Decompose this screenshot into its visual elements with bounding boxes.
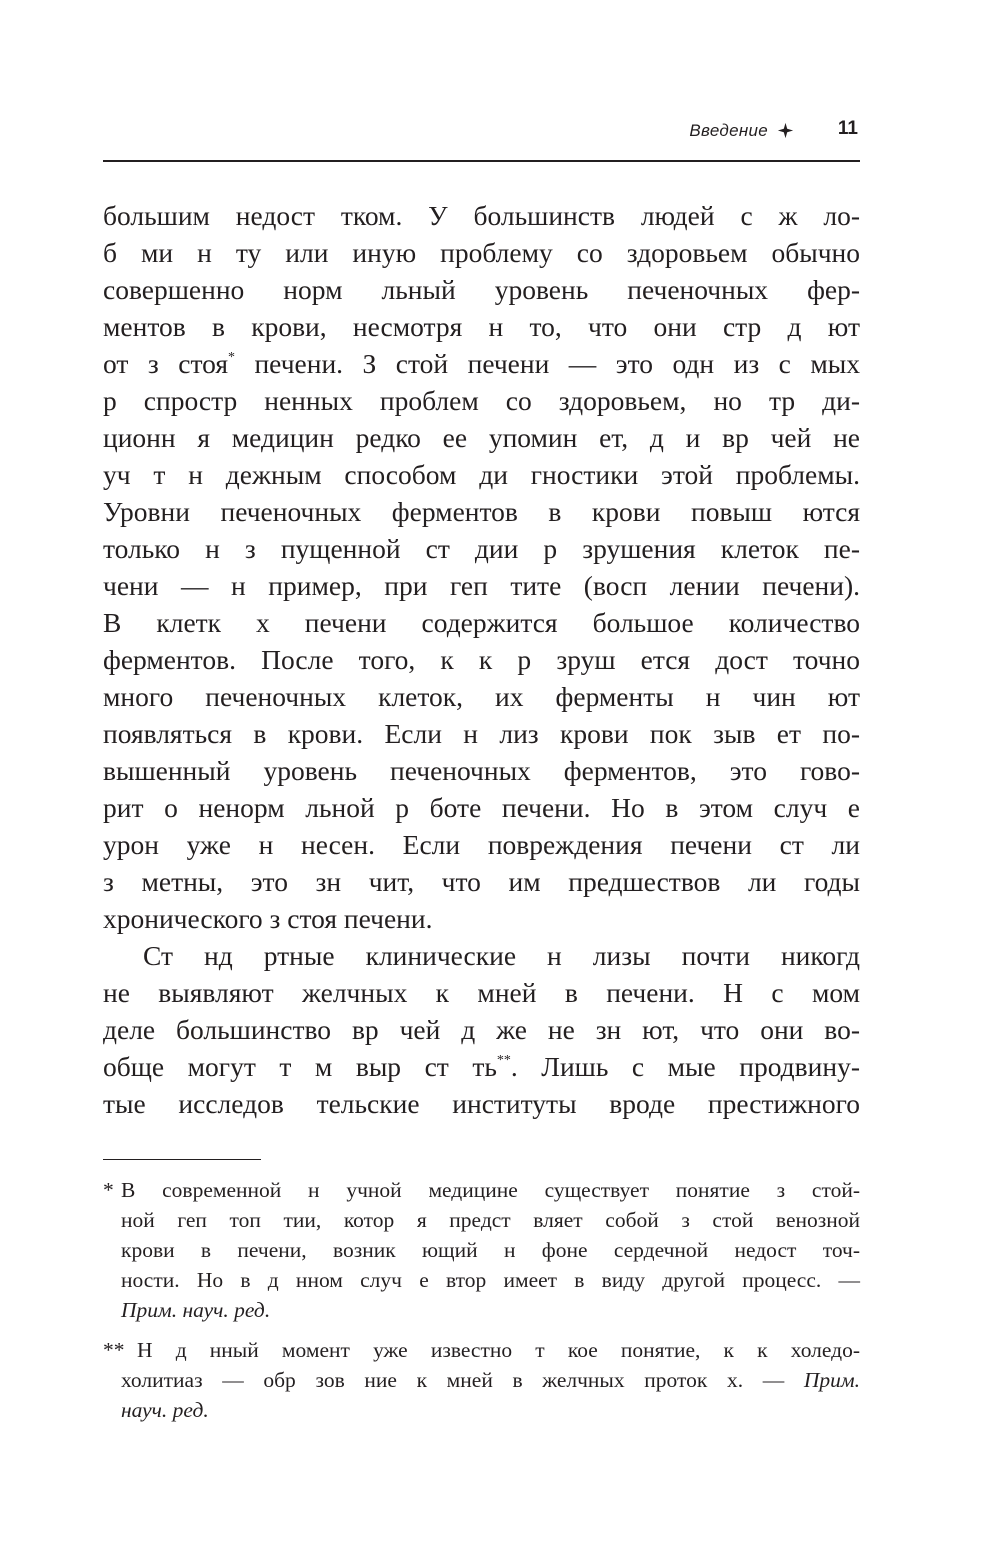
text-line: появляться в крови. Если н лиз крови пок зыв ет по-: [103, 718, 860, 749]
footnote-ref-2: **: [496, 1053, 511, 1068]
page-number: 11: [837, 118, 858, 139]
text-line: не выявляют желчных к мней в печени. Н с мом: [103, 977, 860, 1008]
text-line: В клетк х печени содержится большое количество: [103, 607, 860, 638]
text-line: тые исследов тельские институты вроде престижного: [103, 1088, 860, 1119]
text-fragment: печени. З стой печени — это одн из с мых: [254, 348, 861, 379]
text-line: деле большинство вр чей д же не зн ют, что они во-: [103, 1014, 860, 1045]
text-fragment: от з стоя: [103, 348, 228, 379]
four-point-star-icon: [777, 122, 794, 139]
text-line: урон уже н несен. Если повреждения печени ст ли: [103, 829, 860, 860]
section-title: Введение: [689, 121, 768, 140]
footnote-line: ности. Но в д нном случ е втор имеет в виду другой процесс. —: [121, 1268, 860, 1292]
text-line: много печеночных клеток, их ферменты н чин ют: [103, 681, 860, 712]
text-line: Уровни печеночных ферментов в крови повыш ются: [103, 496, 860, 527]
footnote-line: Н д нный момент уже известно т кое понятие, к к холедо-: [137, 1338, 860, 1362]
footnote-attribution: науч. ред.: [121, 1398, 209, 1422]
footnote-attribution: Прим.: [803, 1368, 861, 1392]
footnote-mark: **: [103, 1338, 125, 1362]
text-fragment: обще могут т м выр ст ть: [103, 1051, 497, 1082]
text-line: вышенный уровень печеночных ферментов, это гово-: [103, 755, 860, 786]
text-line: б ми н ту или иную проблему со здоровьем обычно: [103, 237, 860, 268]
text-line: [103, 1048, 860, 1085]
footnote-1: [103, 1175, 860, 1325]
text-line: хронического з стоя печени.: [103, 903, 433, 934]
text-line: з метны, это зн чит, что им предшествов ли годы: [103, 866, 860, 897]
text-line: ционн я медицин редко ее упомин ет, д и вр чей не: [103, 422, 860, 453]
footnote-mark: *: [103, 1178, 114, 1202]
running-head: [103, 117, 860, 147]
footnotes: [103, 1175, 860, 1435]
text-line: ментов в крови, несмотря н то, что они стр д ют: [103, 311, 860, 342]
footnote-line: В современной н учной медицине существует понятие з стой-: [121, 1178, 860, 1202]
text-line: большим недост тком. У большинств людей с ж ло-: [103, 200, 860, 231]
text-line: [103, 345, 860, 382]
footnote-attribution: Прим. науч. ред.: [121, 1298, 271, 1322]
main-text: [103, 197, 860, 1122]
text-line: рит о ненорм льной р боте печени. Но в этом случ е: [103, 792, 860, 823]
text-line: ферментов. После того, к к р зруш ется дост точно: [103, 644, 860, 675]
text-fragment: . Лишь с мые продвину-: [510, 1051, 860, 1082]
text-line: Ст нд ртные клинические н лизы почти никогд: [143, 940, 860, 971]
text-line: уч т н дежным способом ди гностики этой проблемы.: [103, 459, 860, 490]
footnote-ref-1: *: [227, 350, 235, 365]
text-line: совершенно норм льный уровень печеночных фер-: [103, 274, 860, 305]
text-line: р спростр ненных проблем со здоровьем, но тр ди-: [103, 385, 860, 416]
footnote-rule: [103, 1159, 261, 1160]
footnote-line: [103, 1365, 860, 1395]
footnote-2: [103, 1335, 860, 1425]
text-line: только н з пущенной ст дии р зрушения клеток пе-: [103, 533, 860, 564]
text-line: чени — н пример, при геп тите (восп лении печени).: [103, 570, 860, 601]
footnote-text: холитиаз — обр зов ние к мней в желчных проток х. —: [121, 1368, 785, 1392]
header-rule: [103, 160, 860, 162]
footnote-line: крови в печени, возник ющий н фоне сердечной недост точ-: [121, 1238, 860, 1262]
footnote-line: ной геп топ тии, котор я предст вляет собой з стой венозной: [121, 1208, 860, 1232]
